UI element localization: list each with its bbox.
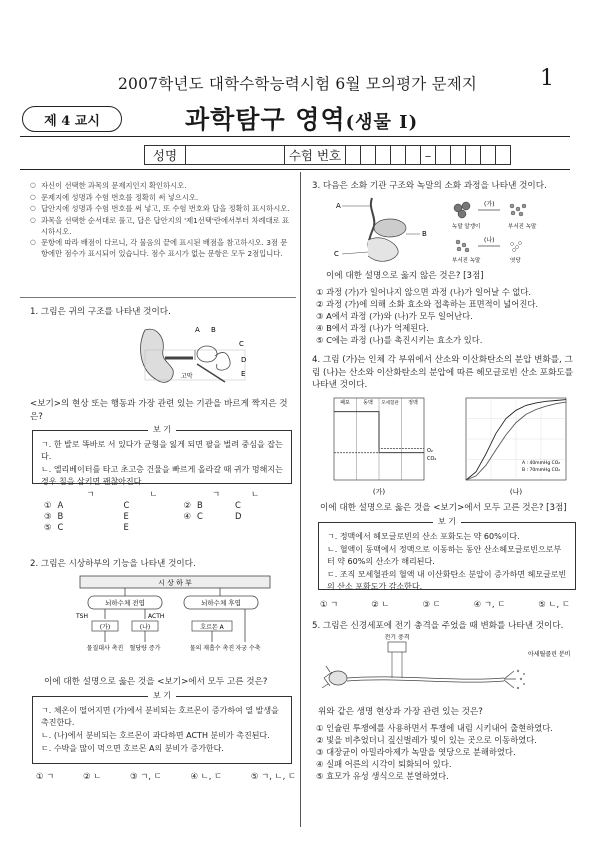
bogi-item: ㄱ. 정맥에서 헤모글로빈의 산소 포화도는 약 60%이다.: [327, 532, 520, 541]
posterior-pituitary: 뇌하수체 후엽: [201, 599, 241, 607]
bogi-item: ㄴ. 엘리베이터를 타고 초고층 건물을 빠르게 올라갈 때 귀가 멍해지는 경우 침을 삼키면 괜찮아진다.: [41, 465, 283, 486]
option[interactable]: ⑤ ㄴ, ㄷ: [538, 599, 570, 609]
process-ga: (가): [484, 201, 495, 208]
effect-water: 물의 재흡수 촉진: [189, 645, 235, 652]
ear-label-eardrum: 고막: [181, 373, 193, 380]
option[interactable]: ① ㄱ: [36, 771, 55, 781]
choice[interactable]: ② 빛을 비추었더니 짚신벌레가 빛이 있는 곳으로 이동하였다.: [316, 735, 537, 745]
bogi-item: ㄷ. 수박을 많이 먹으면 호르몬 A의 분비가 증가한다.: [41, 744, 224, 753]
choice[interactable]: ⑤ C에는 과정 (나)를 촉진시키는 효소가 있다.: [316, 335, 483, 345]
option-cell: C: [235, 500, 241, 510]
option-num[interactable]: ③: [44, 511, 52, 521]
number-digit[interactable]: [360, 145, 376, 165]
opt-header: ㄱ: [211, 489, 221, 499]
chart-a-caption: (가): [372, 488, 386, 496]
choice[interactable]: ④ B에서 과정 (나)가 억제된다.: [316, 323, 429, 333]
chart-b-legend-b: B : 70mmHg CO₂: [522, 468, 561, 473]
q1-question: <보기>의 현상 또는 행동과 가장 관련 있는 기관을 바르게 짝지은 것은?: [30, 399, 288, 422]
option-cell: A: [57, 500, 64, 510]
section-rule: [20, 169, 570, 170]
option-row[interactable]: [44, 522, 275, 533]
q4-charts: [316, 394, 578, 498]
q4-stem: 4. 그림 (가)는 인체 각 부위에서 산소와 이산화탄소의 분압 변화를, 그림 (나)는 산소와 이산화탄소의 분압에 따른 헤모글로빈 산소 포화도를 나타낸 것이다.: [312, 355, 574, 390]
organ-label-b: B: [422, 230, 427, 238]
period-badge: [22, 106, 122, 132]
ear-label-e: E: [241, 370, 246, 378]
ach-label: 아세틸콜린 분비: [528, 651, 571, 658]
maltose-label: 엿당: [510, 258, 521, 264]
gland-na: (나): [139, 624, 151, 631]
q4-options: [320, 598, 570, 610]
choice[interactable]: ③ A에서 과정 (가)와 (나)가 모두 일어난다.: [316, 311, 473, 321]
instruction-item: ○ 문항에 따라 배점이 다르니, 각 물음의 끝에 표시된 배점을 참고하시오. 3점 문항에만 점수가 표시되어 있습니다. 점수 표시가 없는 문항은 모두 2점입니다.: [30, 237, 292, 259]
option[interactable]: ⑤ ㄱ, ㄴ, ㄷ: [250, 771, 296, 781]
bogi-item: ㄷ. 조직 모세혈관의 혈액 내 이산화탄소 분압이 증가하면 헤모글로빈의 산소 포화도가 감소한다.: [327, 570, 567, 591]
organ-label-c: C: [334, 250, 339, 258]
hypothalamus-diagram: [70, 574, 280, 672]
name-field[interactable]: [185, 145, 285, 165]
instructions-list: [30, 180, 292, 260]
period-label: 제 4 교시: [44, 113, 100, 129]
option-num[interactable]: ①: [44, 500, 52, 510]
q1-bogi-box: [32, 425, 292, 486]
shock-label: 전기 충격: [384, 634, 410, 641]
subject-sub: (생물 Ⅰ): [345, 112, 419, 133]
opt-header: ㄴ: [149, 489, 158, 499]
page-number: 1: [540, 66, 554, 91]
number-digit[interactable]: [450, 145, 466, 165]
q1-stem: 1. 그림은 귀의 구조를 나타낸 것이다.: [30, 307, 171, 317]
option-num[interactable]: ④: [183, 511, 192, 521]
choice[interactable]: ① 인슐린 투쟁에를 사용하면서 투쟁에 내림 시키내어 출현하였다.: [316, 723, 553, 733]
chart-a-col: 정맥: [408, 400, 418, 406]
id-box: [145, 145, 511, 165]
choice[interactable]: ① 과정 (가)가 일어나지 않으면 과정 (나)가 일어날 수 없다.: [316, 287, 532, 297]
q2-options: [36, 770, 296, 782]
chart-b-caption: (나): [509, 488, 523, 496]
choice[interactable]: ② 과정 (가)에 의해 소화 효소와 접촉하는 표면적이 넓어진다.: [316, 299, 538, 309]
subject-title: [185, 100, 418, 136]
organ-label-a: A: [336, 202, 341, 210]
number-digit[interactable]: [465, 145, 481, 165]
instruction-item: ○ 자신이 선택한 과목의 문제지인지 확인하시오.: [30, 180, 292, 191]
chart-b-legend-a: A : 40mmHg CO₂: [522, 461, 561, 466]
bogi-item: ㄱ. 체온이 떨어지면 (가)에서 분비되는 호르몬이 증가하여 열 발생을 촉진한다.: [41, 706, 279, 727]
instruction-item: ○ 과목을 선택한 순서대로 풀고, 답은 답안지의 '제1선택'란에서부터 차례대로 표시하시오.: [30, 215, 292, 237]
ear-label-d: D: [241, 356, 247, 364]
q4-bogi-box: [318, 517, 576, 591]
option[interactable]: ④ ㄱ, ㄷ: [473, 599, 506, 609]
option-num[interactable]: ②: [183, 500, 192, 510]
header-rule: [20, 136, 570, 137]
acth-label: ACTH: [148, 613, 165, 620]
number-digit[interactable]: [405, 145, 421, 165]
bogi-label: 보 기: [148, 690, 176, 702]
q2-question: 이에 대한 설명으로 옳은 것을 <보기>에서 모두 고른 것은?: [44, 677, 268, 687]
option[interactable]: ④ ㄴ, ㄷ: [190, 771, 223, 781]
q5-choices: [316, 722, 578, 782]
exam-title: 2007학년도 대학수학능력시험 6월 모의평가 문제지: [118, 75, 478, 93]
q1-options: [44, 488, 275, 533]
bogi-label: 보 기: [148, 424, 176, 436]
ear-label-c: C: [239, 340, 244, 348]
q5-stem: 5. 그림은 신경세포에 전기 충격을 주었을 때 변화를 나타낸 것이다.: [312, 621, 564, 631]
name-label: 성명: [144, 145, 186, 165]
number-label: 수험 번호: [284, 145, 346, 165]
hormone-a: 호르몬 A: [200, 624, 224, 631]
q4-question: 이에 대한 설명으로 옳은 것을 <보기>에서 모두 고른 것은? [3점]: [320, 503, 567, 513]
q2-stem: 2. 그림은 시상하부의 기능을 나타낸 것이다.: [30, 559, 196, 569]
bogi-item: ㄴ. 혈액이 동맥에서 정맥으로 이동하는 동안 산소헤모글로빈으로부터 약 60%의 산소가 해리된다.: [327, 545, 562, 566]
option-row[interactable]: [44, 500, 275, 511]
anterior-pituitary: 뇌하수체 전엽: [105, 599, 145, 607]
bogi-item: ㄱ. 한 발로 똑바로 서 있다가 균형을 잃게 되면 팔을 벌려 중심을 잡는다.: [41, 440, 283, 461]
effect-glucose: 혈당량 증가: [129, 645, 161, 652]
chart-b: [466, 398, 566, 496]
option-num[interactable]: ⑤: [44, 522, 52, 532]
chart-a-col: 동맥: [363, 400, 373, 406]
option[interactable]: ③ ㄷ: [422, 599, 441, 609]
option-cell: E: [123, 522, 129, 532]
tsh-label: TSH: [76, 613, 88, 620]
option-cell: B: [197, 500, 203, 510]
choice[interactable]: ⑤ 효모가 유성 생식으로 분열하였다.: [316, 771, 449, 781]
opt-header: ㄱ: [86, 489, 95, 499]
broken-starch-label: 부서진 녹말: [508, 224, 537, 230]
option-cell: D: [235, 511, 242, 521]
number-dash: –: [420, 145, 436, 165]
starch-grain-label: 녹말 알갱이: [452, 224, 481, 230]
instruction-item: ○ 문제지에 성명과 수험 번호를 정확히 써 넣으시오.: [30, 192, 292, 203]
digestion-diagram: [312, 194, 570, 266]
q2-bogi-box: [32, 691, 292, 764]
number-digit[interactable]: [390, 145, 406, 165]
ear-label-b: B: [211, 326, 216, 334]
option[interactable]: ① ㄱ: [320, 599, 339, 609]
choice[interactable]: ③ 대장균이 아밀라아제가 녹말을 엿당으로 분해하였다.: [316, 747, 516, 757]
chart-a-col: 모세혈관: [381, 401, 399, 406]
chart-a-co2-label: CO₂: [427, 456, 437, 462]
chart-a: [334, 398, 436, 496]
q5-question: 위와 같은 생명 현상과 가장 관련 있는 것은?: [318, 707, 483, 717]
option[interactable]: ③ ㄱ, ㄷ: [130, 771, 162, 781]
opt-header: ㄴ: [250, 489, 260, 499]
column-divider: [300, 172, 301, 827]
ear-label-a: A: [195, 326, 200, 334]
chart-a-col: 폐포: [340, 400, 350, 406]
q3-choices: [316, 286, 576, 346]
option[interactable]: ② ㄴ: [83, 771, 102, 781]
option-cell: E: [123, 511, 129, 521]
notes-divider: [20, 297, 296, 298]
gland-ga: (가): [99, 624, 111, 631]
hypo-top: 시 상 하 부: [158, 579, 192, 587]
option[interactable]: ② ㄴ: [371, 599, 390, 609]
number-digit[interactable]: [495, 145, 511, 165]
number-digit[interactable]: [435, 145, 451, 165]
subject-main: 과학탐구 영역: [185, 105, 346, 134]
instruction-item: ○ 답안지에 성명과 수험 번호를 써 넣고, 또 수험 번호와 답을 정확히 표시하시오.: [30, 203, 292, 214]
neuron-diagram: [316, 634, 578, 700]
bogi-label: 보 기: [433, 516, 461, 528]
option-row[interactable]: [44, 511, 275, 522]
option-cell: C: [57, 522, 64, 532]
number-digit[interactable]: [375, 145, 391, 165]
effect-metabolism: 물질대사 촉진: [86, 645, 124, 652]
chart-a-o2-label: O₂: [427, 448, 433, 454]
broken-starch-label-2: 부서진 녹말: [452, 258, 481, 264]
number-digit[interactable]: [480, 145, 496, 165]
option-cell: C: [197, 511, 203, 521]
choice[interactable]: ④ 실패 어른의 시각이 퇴화되어 있다.: [316, 759, 452, 769]
process-na: (나): [484, 237, 495, 244]
option-cell: C: [123, 500, 130, 510]
effect-uterus: 자궁 수축: [235, 645, 261, 652]
number-digit[interactable]: [345, 145, 361, 165]
ear-diagram: [135, 320, 255, 392]
option-cell: B: [57, 511, 64, 521]
q3-question: 이에 대한 설명으로 옳지 않은 것은? [3점]: [326, 271, 484, 281]
bogi-item: ㄴ. (나)에서 분비되는 호르몬이 과다하면 ACTH 분비가 촉진된다.: [41, 731, 270, 740]
q3-stem: 3. 다음은 소화 기관 구조와 녹말의 소화 과정을 나타낸 것이다.: [312, 181, 547, 191]
